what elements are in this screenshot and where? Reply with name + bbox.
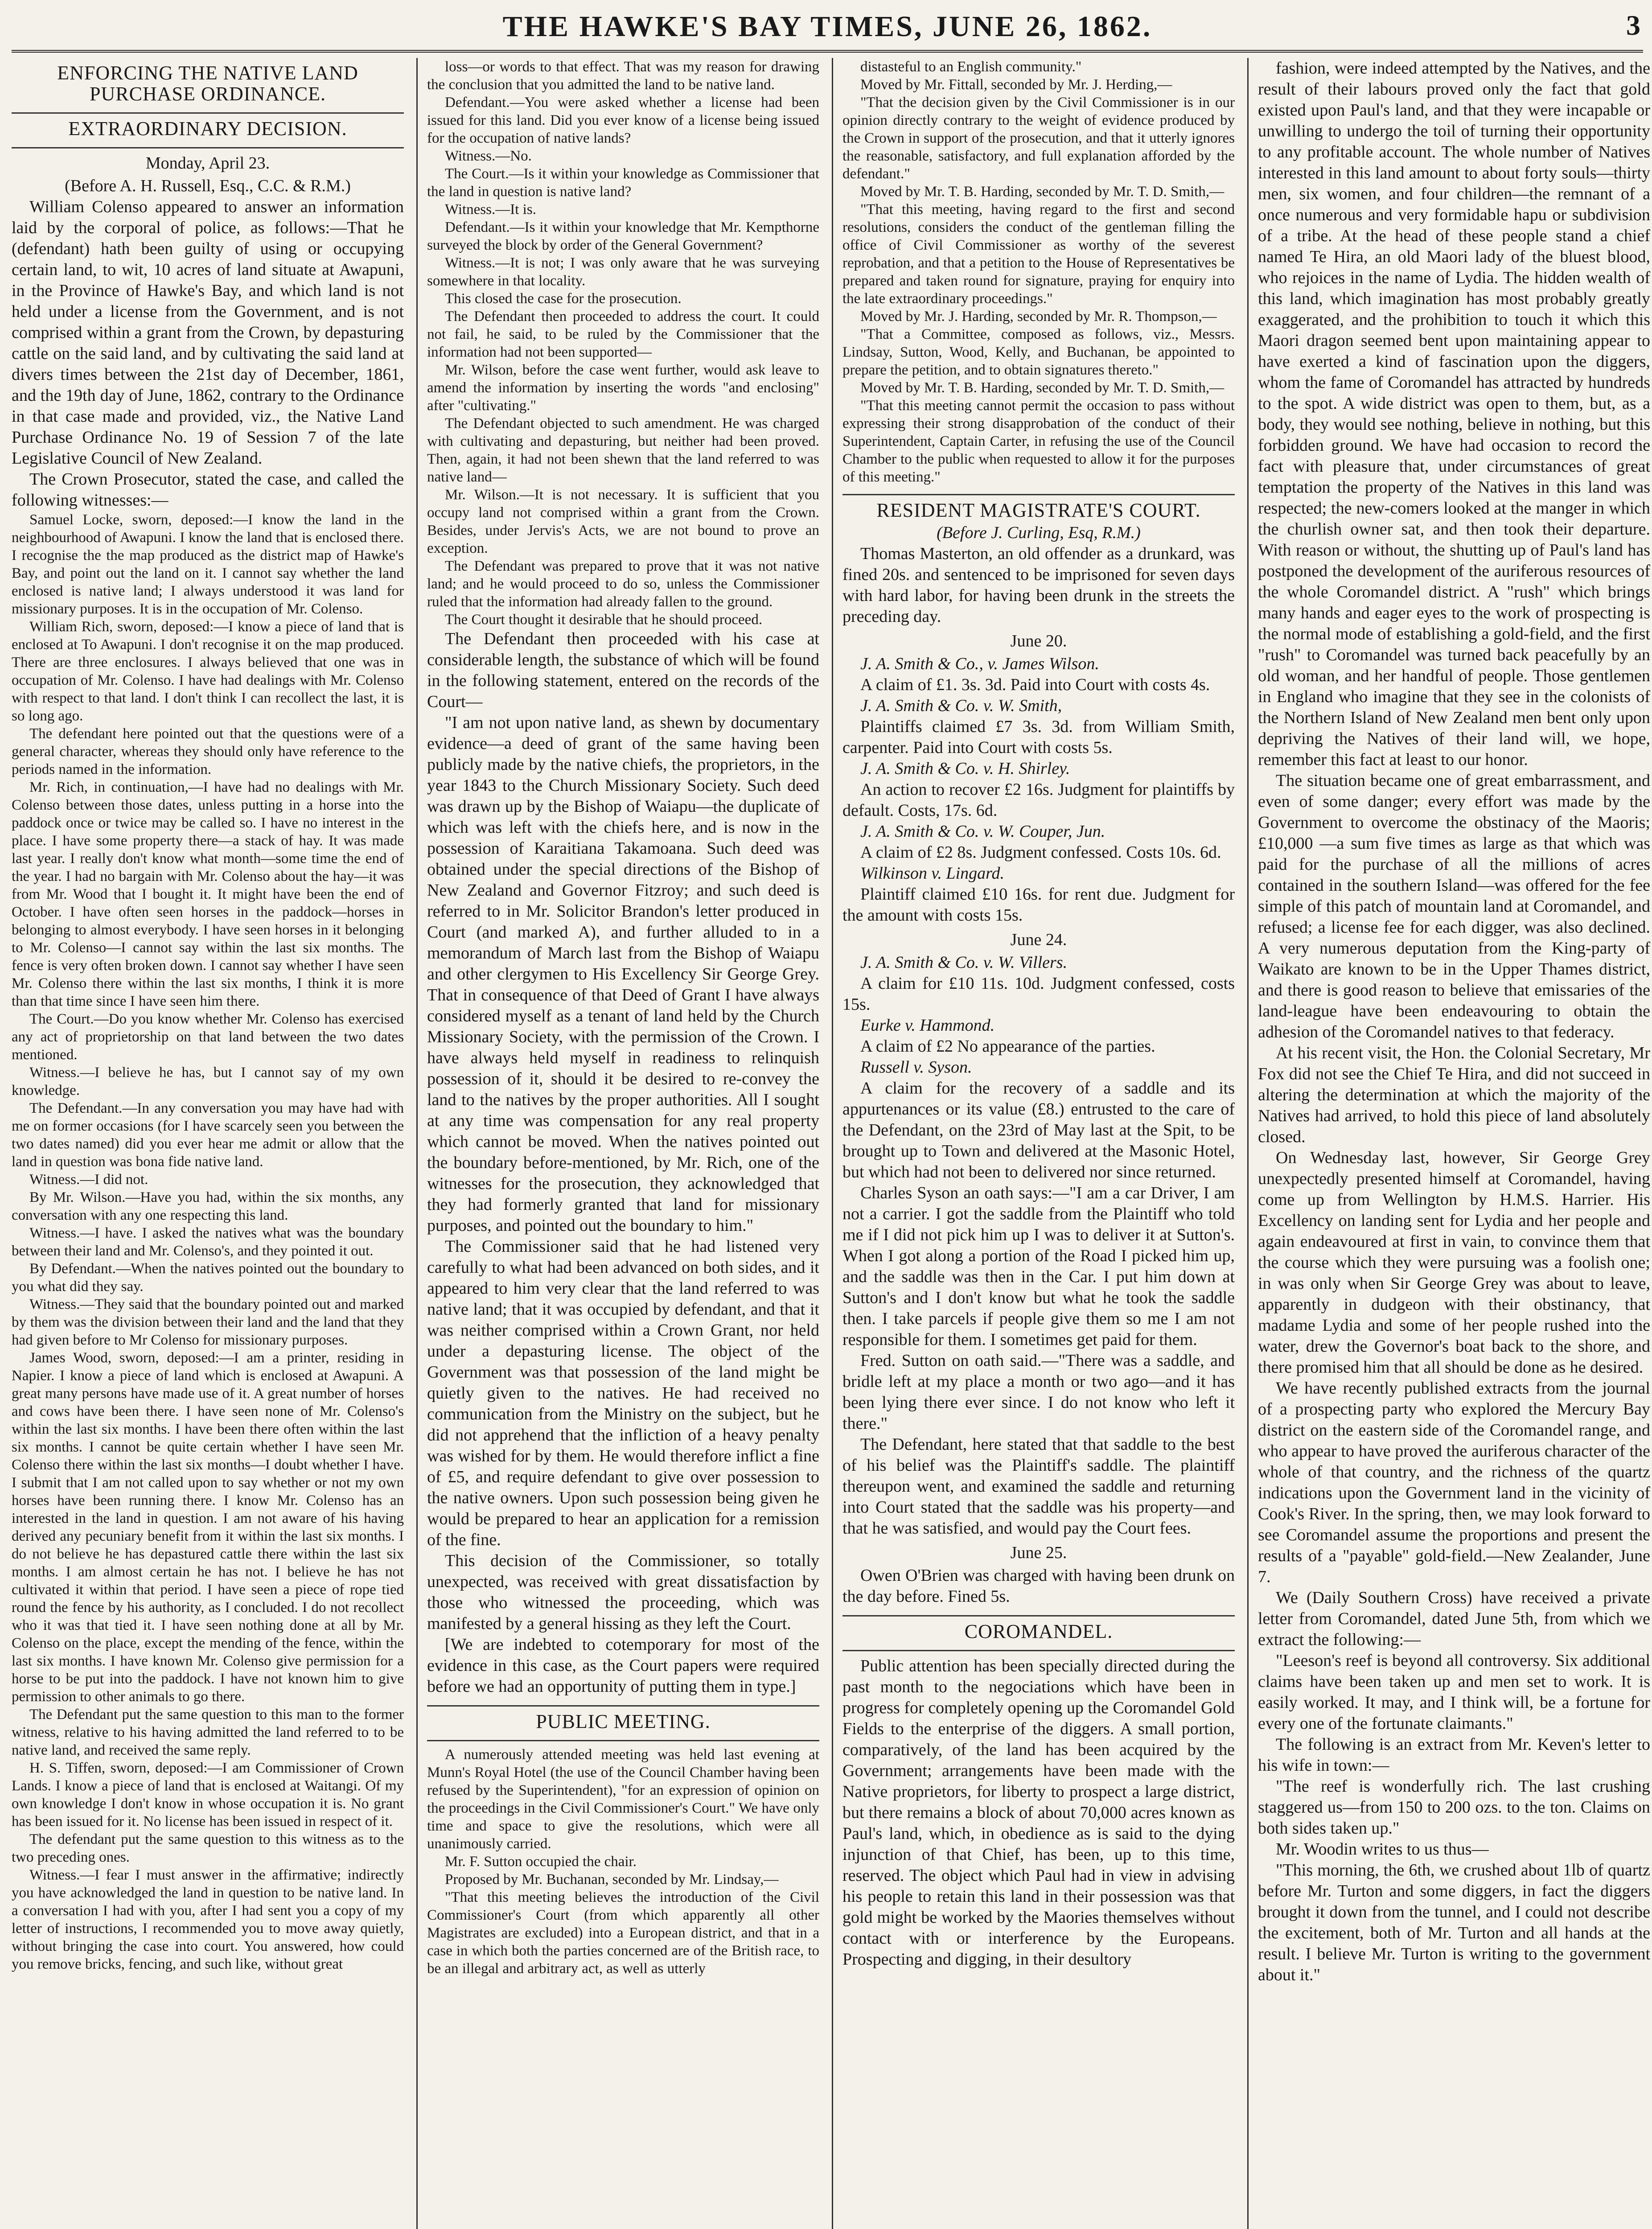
paragraph: We have recently published extracts from the journal of a prospecting party who explored the Mercury Bay district on the eastern side of the Coromandel range, and who appear to have proved the auriferous character of the whole of that country, and the richness of the quartz indications upon the Government land in the vicinity of Cook's River. In the spring, then, we may look forward to see Coromandel assume the proportions and present the results of a "payable" gold-field.—New Zealander, June 7. [1258,1379,1650,1586]
paragraph: "That this meeting cannot permit the occasion to pass without expressing their strong disapprobation of the conduct of their Superintendent, Captain Carter, in refusing the use of the Council Chamber to the public when requested to allow it for the purposes of this meeting." [842,398,1235,485]
paragraph: Witness.—It is not; I was only aware that he was surveying somewhere in that locality. [427,255,819,289]
paragraph: "That this meeting believes the introduction of the Civil Commissioner's Court (from which apparently all other Magistrates are excluded) into a European district, and that in a case in which both the parties concerned are of the British race, to be an illegal and arbitrary act, as well as utterly [427,1889,819,1977]
column-1 [12,58,404,2229]
paragraph: H. S. Tiffen, sworn, deposed:—I am Commissioner of Crown Lands. I know a piece of land that is enclosed at Waitangi. Of my own knowledge I don't know in whose occupation it is. No grant has been issued for it. No license has been issued in respect of it. [12,1760,404,1830]
paragraph: The Defendant was prepared to prove that it was not native land; and he would proceed to do so, unless the Commissioner ruled that the information had already fallen to the ground. [427,558,819,610]
paragraph: Defendant.—Is it within your knowledge that Mr. Kempthorne surveyed the block by order of the General Government? [427,219,819,253]
newspaper-title: THE HAWKE'S BAY TIMES, JUNE 26, 1862. [502,10,1152,43]
paragraph: Owen O'Brien was charged with having been drunk on the day before. Fined 5s. [842,1566,1235,1606]
paragraph: The defendant put the same question to this witness as to the two preceding ones. [12,1831,404,1865]
paragraph: On Wednesday last, however, Sir George Grey unexpectedly presented himself at Coromandel, having come up from Wellington by H.M.S. Harrier. His Excellency on landing sent for Lydia and her people and again endeavoured at first in vain, to convince them that the course which they were pursuing was a foolish one; in was only when Sir George Grey was about to leave, apparently in dudgeon with their obstinancy, that madame Lydia and some of her people rushed into the water, drew the Governor's boat back to the shore, and there promised him that all should be done as he desired. [1258,1148,1650,1377]
case-title: J. A. Smith & Co. v. W. Villers. [860,953,1068,972]
column-rule [1247,58,1249,2229]
paragraph: By Defendant.—When the natives pointed out the boundary to you what did they say. [12,1261,404,1295]
paragraph: Mr. Woodin writes to us thus— [1276,1840,1489,1859]
paragraph: Witness.—I fear I must answer in the affirmative; indirectly you have acknowledged the land in question to be native land. In a conversation I had with you, after I had sent you a copy of my letter of instructions, I recommended you to move away quietly, without bringing the case into court. You answered, how could you remove bricks, fencing, and such like, without great [12,1867,404,1972]
paragraph: "That this meeting, having regard to the first and second resolutions, considers the conduct of the gentleman filling the office of Civil Commissioner as worthy of the severest reprobation, and that a petition to the House of Representatives be prepared and taken round for signature, praying for enquiry into the late extraordinary proceedings." [842,202,1235,307]
case-title: J. A. Smith & Co. v. W. Couper, Jun. [860,822,1105,841]
paragraph: William Rich, sworn, deposed:—I know a piece of land that is enclosed at To Awapuni. I don't recognise it on the map produced. There are three enclosures. I always believed that one was in occupation of Mr. Colenso. I have had dealings with Mr. Colenso with respect to that land. I don't think I can recollect the last, it is so long ago. [12,619,404,724]
paragraph: Moved by Mr. T. B. Harding, seconded by Mr. T. D. Smith,— [860,380,1225,396]
paragraph: "This morning, the 6th, we crushed about 1lb of quartz before Mr. Turton and some diggers, in fact the diggers brought it down from the tunnel, and I could not describe the excitement, both of Mr. Turton and all hands at the result. I believe Mr. Turton is writing to the government about it." [1258,1861,1650,1984]
paragraph: A claim of £2 8s. Judgment confessed. Costs 10s. 6d. [860,843,1221,862]
paragraph: Defendant.—You were asked whether a license had been issued for this land. Did you ever know of a license being issued for the occupation of native lands? [427,95,819,146]
paragraph: The Crown Prosecutor, stated the case, and called the following witnesses:— [12,470,404,510]
article-heading-rm-court: RESIDENT MAGISTRATE'S COURT. [876,499,1201,521]
column-rule [416,58,418,2229]
divider [12,112,404,114]
paragraph: "The reef is wonderfully rich. The last crushing staggered us—from 150 to 200 ozs. to the ton. Claims on both sides taken up." [1258,1777,1650,1838]
paragraph: William Colenso appeared to answer an information laid by the corporal of police, as follows:—That he (defendant) hath been guilty of using or occupying certain land, to wit, 10 acres of land situate at Awapuni, in the Province of Hawke's Bay, and which land is not held under a license from the Government, and is not comprised within a grant from the Crown, by depasturing cattle on the said land, and by cultivating the said land at divers times between the 21st day of December, 1861, and the 19th day of June, 1862, contrary to the Ordinance in that case made and provided, viz., the Native Land Purchase Ordinance No. 19 of Session 7 of the late Legislative Council of New Zealand. [12,197,404,468]
paragraph: The Defendant then proceeded with his case at considerable length, the substance of which will be found in the following statement, entered on the records of the Court— [427,629,819,711]
paragraph: [We are indebted to cotemporary for most of the evidence in this case, as the Court papers were required before we had an opportunity of putting them in type.] [427,1635,819,1696]
case-title: J. A. Smith & Co., v. James Wilson. [860,654,1099,673]
case-title: Wilkinson v. Lingard. [860,864,1004,883]
paragraph: Mr. Wilson, before the case went further, would ask leave to amend the information by inserting the words "and enclosing" after "cultivating." [427,362,819,414]
case-title: J. A. Smith & Co. v. W. Smith, [860,696,1062,715]
paragraph: The Commissioner said that he had listened very carefully to what had been advanced on both sides, and it appeared to him very clear that the land referred to was native land; that it was occupied by defendant, and that it was neither comprised within a Crown Grant, nor held under a depasturing license. The object of the Government was that possession of the land might be quietly given to the natives. He had received no communication from the Ministry on the subject, but he did not apprehend that the infliction of a heavy penalty was wished for by them. He would therefore inflict a fine of £5, and require defendant to give over possession to the native owners. Upon such possession being given he would be prepared to hear an application for a remission of the fine. [427,1237,819,1549]
article-heading-coromandel: COROMANDEL. [964,1620,1113,1642]
column-rule [832,58,833,2229]
paragraph: The Court.—Is it within your knowledge as Commissioner that the land in question is native land? [427,166,819,200]
divider [427,1740,819,1741]
page-number: 3 [1626,9,1640,41]
paragraph: Moved by Mr. Fittall, seconded by Mr. J. Herding,— [860,77,1172,93]
column-4 [1258,58,1650,2229]
column-3 [842,58,1235,2229]
article-subheading: EXTRAORDINARY DECISION. [68,118,347,140]
paragraph: Mr. F. Sutton occupied the chair. [445,1854,637,1870]
paragraph: James Wood, sworn, deposed:—I am a printer, residing in Napier. I know a piece of land which is enclosed at Awapuni. A great many persons have made use of it. A great number of horses and cows have been there. I have seen none of Mr. Colenso's within the last six months. I have been there often within the last six months. I cannot be quite certain whether I have seen Mr. Colenso there within the last six months—I doubt whether I have. I submit that I am not called upon to say whether or not my own horses have been running there. I know Mr. Colenso has an interested in the land in question. I am not aware of his having derived any pecuniary benefit from it within the last six months. I do not believe he has depastured cattle there within the last six months. I am almost certain he has not. I believe he has not cultivated it within that period. I have seen a piece of rope tied round the fence by his authority, as I concluded. I do not recollect who it was that tied it. I have seen nothing done at all by Mr. Colenso on the place, except the mending of the fence, within the last six months. I have known Mr. Colenso give permission for a horse to be put into the paddock. I have not known him to give permission to other animals to go there. [12,1350,404,1705]
bench-line: (Before A. H. Russell, Esq., C.C. & R.M.) [65,177,351,195]
paragraph: Witness.—I did not. [29,1172,148,1188]
paragraph: distasteful to an English community." [860,59,1082,75]
paragraph: Moved by Mr. J. Harding, seconded by Mr. R. Thompson,— [860,308,1217,325]
paragraph: A claim of £1. 3s. 3d. Paid into Court with costs 4s. [860,675,1210,694]
masthead [12,4,1643,53]
paragraph: loss—or words to that effect. That was my reason for drawing the conclusion that you admitted the land to be native land. [427,59,819,93]
paragraph: Moved by Mr. T. B. Harding, seconded by Mr. T. D. Smith,— [860,184,1225,200]
dateline: June 20. [1010,632,1067,650]
paragraph: Fred. Sutton on oath said.—"There was a saddle, and bridle left at my place a month or two ago—and it has been lying there ever since. I do not know who left it there." [842,1351,1235,1433]
paragraph: fashion, were indeed attempted by the Natives, and the result of their labours proved only the fact that gold existed upon Paul's land, and that they were incapable or unwilling to undergo the toil of turning their opportunity to any profitable account. The whole number of Natives interested in this land amount to about forty souls—thirty men, six women, and four children—the remnant of a once numerous and very formidable hapu or subdivision of a tribe. At the head of these people stand a chief named Te Hira, an old Maori lady of the bluest blood, who rejoices in the name of Lydia. The hidden wealth of this land, which imagination has most probably greatly exaggerated, and the prohibition to touch it which this Maori dragon seemed bent upon maintaining appear to have exerted a kind of fascination upon the diggers, whom the fame of Coromandel has attracted by hundreds to the spot. A wide district was open to them, but, as a body, they would see nothing, believe in nothing, but this forbidden ground. We have had occasion to record the fact with pleasure that, under circumstances of great temptation the property of the Natives in this land was respected; the new-comers looked at the manger in which the churlish owner sat, and then took their departure. With reason or without, the shutting up of Paul's land has postponed the development of the auriferous resources of the whole Coromandel district. A "rush" which brings many hands and eager eyes to the work of prospecting is the normal mode of establishing a gold-field, and the first "rush" to Coromandel was turned back peacefully by an old woman, and her handful of people. Those gentlemen in England who imagine that they see in the colonists of the Northern Island of New Zealand men bent only upon depriving the Natives of their land will, we hope, remember this fact at least to our honor. [1258,59,1650,769]
paragraph: Plaintiff claimed £10 16s. for rent due. Judgment for the amount with costs 15s. [842,885,1235,925]
divider [842,1615,1235,1616]
paragraph: The Defendant objected to such amendment. He was charged with cultivating and depasturing, but neither had been proved. Then, again, it had not been shewn that the land referred to was native land— [427,415,819,485]
paragraph: A claim for the recovery of a saddle and its appurtenances or its value (£8.) entrusted to the care of the Defendant, on the 23rd of May last at the Spit, to be brought up to Town and delivered at the Masonic Hotel, but which had not been to delivered nor since returned. [842,1079,1235,1181]
paragraph: By Mr. Wilson.—Have you had, within the six months, any conversation with any one respecting this land. [12,1189,404,1223]
dateline: June 24. [1010,930,1067,949]
paragraph: A claim for £10 11s. 10d. Judgment confessed, costs 15s. [842,974,1235,1014]
paragraph: A claim of £2 No appearance of the parties. [860,1037,1155,1056]
case-title: Russell v. Syson. [860,1058,972,1077]
paragraph: Plaintiffs claimed £7 3s. 3d. from William Smith, carpenter. Paid into Court with costs 5s. [842,717,1235,757]
paragraph: The Defendant then proceeded to address the court. It could not fail, he said, to be ruled by the Commissioner that the information had not been supported— [427,308,819,360]
paragraph: This closed the case for the prosecution. [445,291,682,307]
paragraph: This decision of the Commissioner, so totally unexpected, was received with great dissatisfaction by those who witnessed the proceeding, which was manifested by a general hissing as they left the Court. [427,1551,819,1633]
article-heading-public-meeting: PUBLIC MEETING. [536,1711,711,1732]
paragraph: The situation became one of great embarrassment, and even of some danger; every effort was made by the Government to overcome the obstinacy of the Maoris; £10,000 —a sum five times as large as that which was paid for the purchase of all the millions of acres contained in the southern Island—was offered for the fee simple of this patch of mountain land at Coromandel, and refused; a license fee for each digger, was also declined. A very numerous deputation from the King-party of Waikato are known to be in the Upper Thames district, and there is good reason to believe that emissaries of the land-league have been endeavouring to obtain the adhesion of the Coromandel natives to that federacy. [1258,771,1650,1041]
paragraph: Samuel Locke, sworn, deposed:—I know the land in the neighbourhood of Awapuni. I know the land that is enclosed there. I recognise the the map produced as the district map of Hawke's Bay, and point out the land on it. I cannot say whether the land enclosed is native land; I always understood it was land for missionary purposes. It is in the occupation of Mr. Colenso. [12,512,404,617]
divider [12,147,404,148]
dateline: Monday, April 23. [145,154,270,173]
paragraph: Witness.—I believe he has, but I cannot say of my own knowledge. [12,1065,404,1098]
paragraph: "That a Committee, composed as follows, viz., Messrs. Lindsay, Sutton, Wood, Kelly, and Buchanan, be appointed to prepare the petition, and to obtain signatures thereto." [842,326,1235,378]
paragraph: Witness.—They said that the boundary pointed out and marked by them was the division between their land and the land that they had given before to Mr Colenso for missionary purposes. [12,1296,404,1348]
paragraph: Proposed by Mr. Buchanan, seconded by Mr. Lindsay,— [445,1871,779,1888]
paragraph: The Defendant, here stated that that saddle to the best of his belief was the Plaintiff's saddle. The plaintiff thereupon went, and examined the saddle and returning into Court stated that the saddle was his property—and that he was satisfied, and would pay the Court fees. [842,1435,1235,1538]
paragraph: Charles Syson an oath says:—"I am a car Driver, I am not a carrier. I got the saddle from the Plaintiff who told me if I did not pick him up I was to deliver it at Sutton's. When I got along a portion of the Road I picked him up, and the saddle was then in the Car. I put him down at Sutton's and I don't know but what he took the saddle then. I take parcels if people give them so me I am not responsible for them. I sometimes get paid for them. [842,1184,1235,1349]
paragraph: "That the decision given by the Civil Commissioner is in our opinion directly contrary to the weight of evidence produced by the Crown in support of the prosecution, and that it utterly ignores the reasonable, satisfactory, and full explanation afforded by the defendant." [842,95,1235,182]
article-heading-native-land: ENFORCING THE NATIVE LAND PURCHASE ORDINANCE. [57,62,358,105]
paragraph: The Defendant.—In any conversation you may have had with me on former occasions (for I have scarcely seen you between the two dates named) did you ever hear me admit or allow that the land in question was bona fide native land. [12,1100,404,1170]
paragraph: Mr. Rich, in continuation,—I have had no dealings with Mr. Colenso between those dates, unless putting in a horse into the paddock once or twice may be called so. I have no interest in the place. I have some property there—a stack of hay. It was made last year. I really don't know what month—some time the end of the year. I had no bargain with Mr. Colenso about the hay—it was from Mr. Wood that I bought it. It might have been the end of October. I have often seen horses in the paddock—horses in belonging to almost everybody. I have seen horses in it belonging to Mr. Colenso—I cannot say within the last six months. The fence is very often broken down. I cannot say whether I have seen Mr. Colenso there within the last six months, I think it is more than that time since I have seen him there. [12,779,404,1009]
paragraph: The defendant here pointed out that the questions were of a general character, whereas they should only have reference to the periods named in the information. [12,726,404,777]
case-title: J. A. Smith & Co. v. H. Shirley. [860,759,1070,778]
paragraph: "Leeson's reef is beyond all controversy. Six additional claims have been taken up and men set to work. It is easily worked. It may, and I think will, be a fortune for every one of the fortunate claimants." [1258,1651,1650,1733]
paragraph: Witness.—It is. [445,202,536,218]
paragraph: The following is an extract from Mr. Keven's letter to his wife in town:— [1258,1735,1650,1775]
paragraph: Public attention has been specially directed during the past month to the negociations which have been in progress for completely opening up the Coromandel Gold Fields to the enterprise of the diggers. A small portion, comparatively, of the land has been acquired by the Government; arrangements have been made with the Native proprietors, for liberty to prospect a large district, but there remains a block of about 70,000 acres known as Paul's land, which, in obedience as is said to the dying injunction of that Chief, has been, up to this time, reserved. The object which Paul had in view in advising his people to retain this land in their possession was that gold might be worked by the Maories themselves without contact with or interference by the Europeans. Prospecting and digging, in their desultory [842,1657,1235,1969]
paragraph: Witness.—No. [445,148,532,164]
dateline: June 25. [1010,1543,1067,1562]
divider [842,1650,1235,1651]
paragraph: The Court.—Do you know whether Mr. Colenso has exercised any act of proprietorship on that land between the two dates mentioned. [12,1011,404,1063]
paragraph: The Defendant put the same question to this man to the former witness, relative to his having admitted the land referred to to be native land, and received the same reply. [12,1707,404,1758]
paragraph: At his recent visit, the Hon. the Colonial Secretary, Mr Fox did not see the Chief Te Hira, and did not succeed in altering the determination at which the majority of the Natives had arrived, to hold this piece of land absolutely closed. [1258,1044,1650,1146]
paragraph: Mr. Wilson.—It is not necessary. It is sufficient that you occupy land not comprised within a grant from the Crown. Besides, under Jervis's Acts, we are not bound to prove an exception. [427,487,819,556]
bench-line: (Before J. Curling, Esq, R.M.) [937,523,1141,542]
paragraph: A numerously attended meeting was held last evening at Munn's Royal Hotel (the use of the Council Chamber having been refused by the Superintendent), "for an expression of opinion on the proceedings in the Civil Commissioner's Court." We have only time and space to give the resolutions, which were all unanimously carried. [427,1747,819,1852]
column-2 [427,58,819,2229]
paragraph: The Court thought it desirable that he should proceed. [445,612,763,628]
paragraph: We (Daily Southern Cross) have received a private letter from Coromandel, dated June 5th, from which we extract the following:— [1258,1588,1650,1649]
paragraph: An action to recover £2 16s. Judgment for plaintiffs by default. Costs, 17s. 6d. [842,780,1235,820]
divider [427,1705,819,1707]
paragraph: Witness.—I have. I asked the natives what was the boundary between their land and Mr. Colenso's, and they pointed it out. [12,1225,404,1259]
paragraph: "I am not upon native land, as shewn by documentary evidence—a deed of grant of the same having been publicly made by the native chiefs, the proprietors, in the year 1843 to the Church Missionary Society. Such deed was drawn up by the Bishop of Waiapu—the duplicate of which was left with the chiefs here, and is now in the possession of Karaitiana Takamoana. Such deed was obtained under the special directions of the Bishop of New Zealand and Governor Fitzroy; and such deed is referred to in Mr. Solicitor Brandon's letter produced in Court (and marked A), and further alluded to in a memorandum of March last from the Bishop of Waiapu and other clergymen to His Excellency Sir George Grey. That in consequence of that Deed of Grant I have always considered myself as a tenant of land held by the Church Missionary Society, with the permission of the Crown. I have always held myself in readiness to relinquish possession of it, should it be desired to re-convey the land to the natives by the proper authorities. All I sought at any time was compensation for any real property which cannot be moved. When the natives pointed out the boundary before-mentioned, by Mr. Rich, one of the witnesses for the prosecution, they acknowledged that they had formerly granted that land for missionary purposes, and pointed out the boundary to him." [427,713,819,1235]
divider [842,494,1235,495]
paragraph: Thomas Masterton, an old offender as a drunkard, was fined 20s. and sentenced to be imprisoned for seven days with hard labor, for having been drunk in the streets the preceding day. [842,544,1235,626]
case-title: Eurke v. Hammond. [860,1016,995,1035]
